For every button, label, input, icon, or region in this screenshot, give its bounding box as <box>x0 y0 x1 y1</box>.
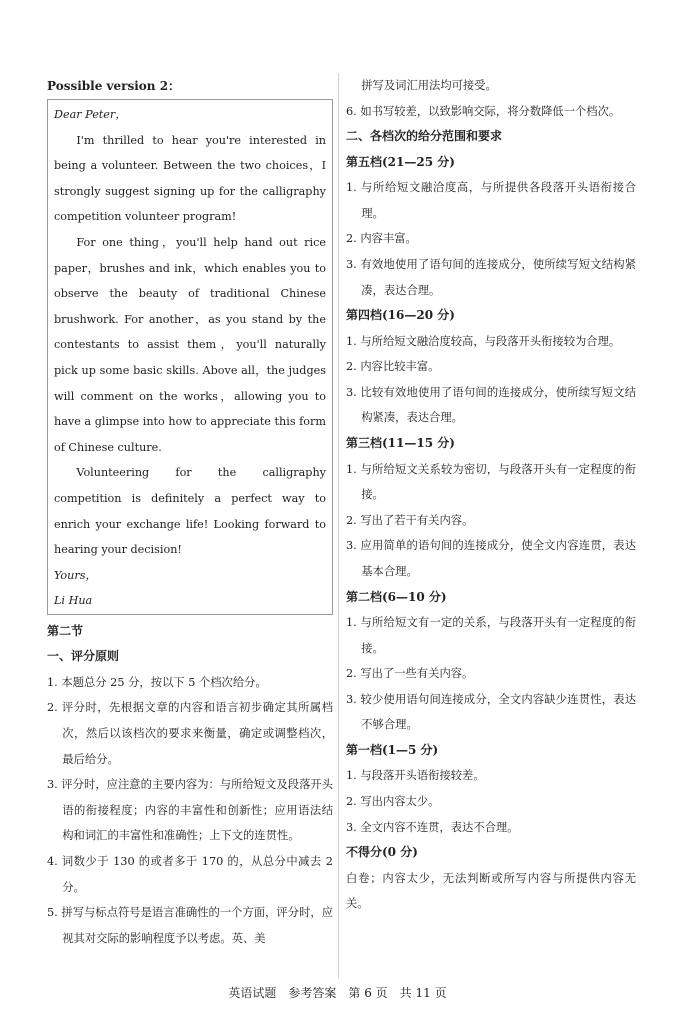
principle-item-5-continued: 拼写及词汇用法均可接受。 <box>361 79 497 92</box>
level-2-item-3: 3. 较少使用语句间连接成分，全文内容缺少连贯性，表达不够合理。 <box>346 692 636 732</box>
levels-title: 二、各档次的给分范围和要求 <box>346 129 503 144</box>
right-column <box>346 73 636 917</box>
column-divider <box>338 73 339 978</box>
level-1-item-3: 3. 全文内容不连贯，表达不合理。 <box>346 820 519 834</box>
level-2-title: 第二档(6—10 分) <box>346 589 447 604</box>
level-3-item-2: 2. 写出了若干有关内容。 <box>346 513 474 527</box>
letter-paragraph-1: I'm thrilled to hear you're interested in being a volunteer. Between the two choices，I strongly suggest signing up for the calligraphy competition volunteer program! <box>54 133 326 224</box>
principle-item-5: 5. 拼写与标点符号是语言准确性的一个方面，评分时，应视其对交际的影响程度予以考虑。英、美 <box>47 906 333 945</box>
level-5-item-1: 1. 与所给短文融洽度高，与所提供各段落开头语衔接合理。 <box>346 181 636 220</box>
level-3-title: 第三档(11—15 分) <box>346 436 455 451</box>
level-5-item-2: 2. 内容丰富。 <box>346 232 417 246</box>
level-4-item-1: 1. 与所给短文融洽度较高，与段落开头衔接较为合理。 <box>346 334 621 348</box>
level-1-item-2: 2. 写出内容太少。 <box>346 795 440 809</box>
sample-letter-box <box>47 99 333 615</box>
level-0-text: 白卷；内容太少，无法判断或所写内容与所提供内容无关。 <box>346 871 636 911</box>
principle-item-2: 2. 评分时，先根据文章的内容和语言初步确定其所属档次，然后以该档次的要求来衡量，确定或调整档次，最后给分。 <box>47 701 333 766</box>
section-title: 第二节 <box>47 623 84 638</box>
level-4-item-2: 2. 内容比较丰富。 <box>346 360 440 374</box>
principle-item-6: 6. 如书写较差，以致影响交际，将分数降低一个档次。 <box>346 104 621 118</box>
level-4-item-3: 3. 比较有效地使用了语句间的连接成分，使所续写短文结构紧凑，表达合理。 <box>346 385 636 425</box>
level-2-item-2: 2. 写出了一些有关内容。 <box>346 667 474 681</box>
level-5-item-3: 3. 有效地使用了语句间的连接成分，使所续写短文结构紧凑，表达合理。 <box>346 257 636 297</box>
left-column <box>47 73 333 951</box>
principles-title: 一、评分原则 <box>47 649 120 664</box>
principle-item-4: 4. 词数少于 130 的或者多于 170 的，从总分中减去 2 分。 <box>47 855 333 894</box>
letter-closing: Yours， <box>54 568 97 582</box>
level-3-item-1: 1. 与所给短文关系较为密切，与段落开头有一定程度的衔接。 <box>346 462 636 502</box>
level-4-title: 第四档(16—20 分) <box>346 308 455 323</box>
level-5-title: 第五档(21—25 分) <box>346 154 455 169</box>
principle-item-3: 3. 评分时，应注意的主要内容为：与所给短文及段落开头语的衔接程度；内容的丰富性和创新性；应用语法结构和词汇的丰富性和准确性；上下文的连贯性。 <box>47 778 333 843</box>
level-1-item-1: 1. 与段落开头语衔接较差。 <box>346 769 485 783</box>
letter-signature: Li Hua <box>54 594 93 608</box>
level-2-item-1: 1. 与所给短文有一定的关系，与段落开头有一定程度的衔接。 <box>346 616 636 655</box>
level-1-title: 第一档(1—5 分) <box>346 742 439 757</box>
version-title: Possible version 2： <box>47 79 181 93</box>
level-3-item-3: 3. 应用简单的语句间的连接成分，使全文内容连贯，表达基本合理。 <box>346 539 636 578</box>
letter-paragraph-2: For one thing，you'll help hand out rice paper，brushes and ink，which enables you to observe the beauty of traditional Chinese brushwork. For another，as you stand by the contestants to assist them，you'll naturally pick up some basic skills. Above all，the judges will comment on the works，allowing you to have a glimpse into how to appreciate this form of Chinese culture. <box>54 235 326 454</box>
letter-greeting: Dear Peter， <box>54 108 127 121</box>
page-footer: 英语试题 参考答案 第 6 页 共 11 页 <box>228 986 447 1000</box>
letter-paragraph-3: Volunteering for the calligraphy competition is definitely a perfect way to enrich your exchange life! Looking forward to hearing your decision! <box>54 466 326 557</box>
principle-item-1: 1. 本题总分 25 分，按以下 5 个档次给分。 <box>47 675 267 689</box>
level-0-title: 不得分(0 分) <box>346 845 418 860</box>
